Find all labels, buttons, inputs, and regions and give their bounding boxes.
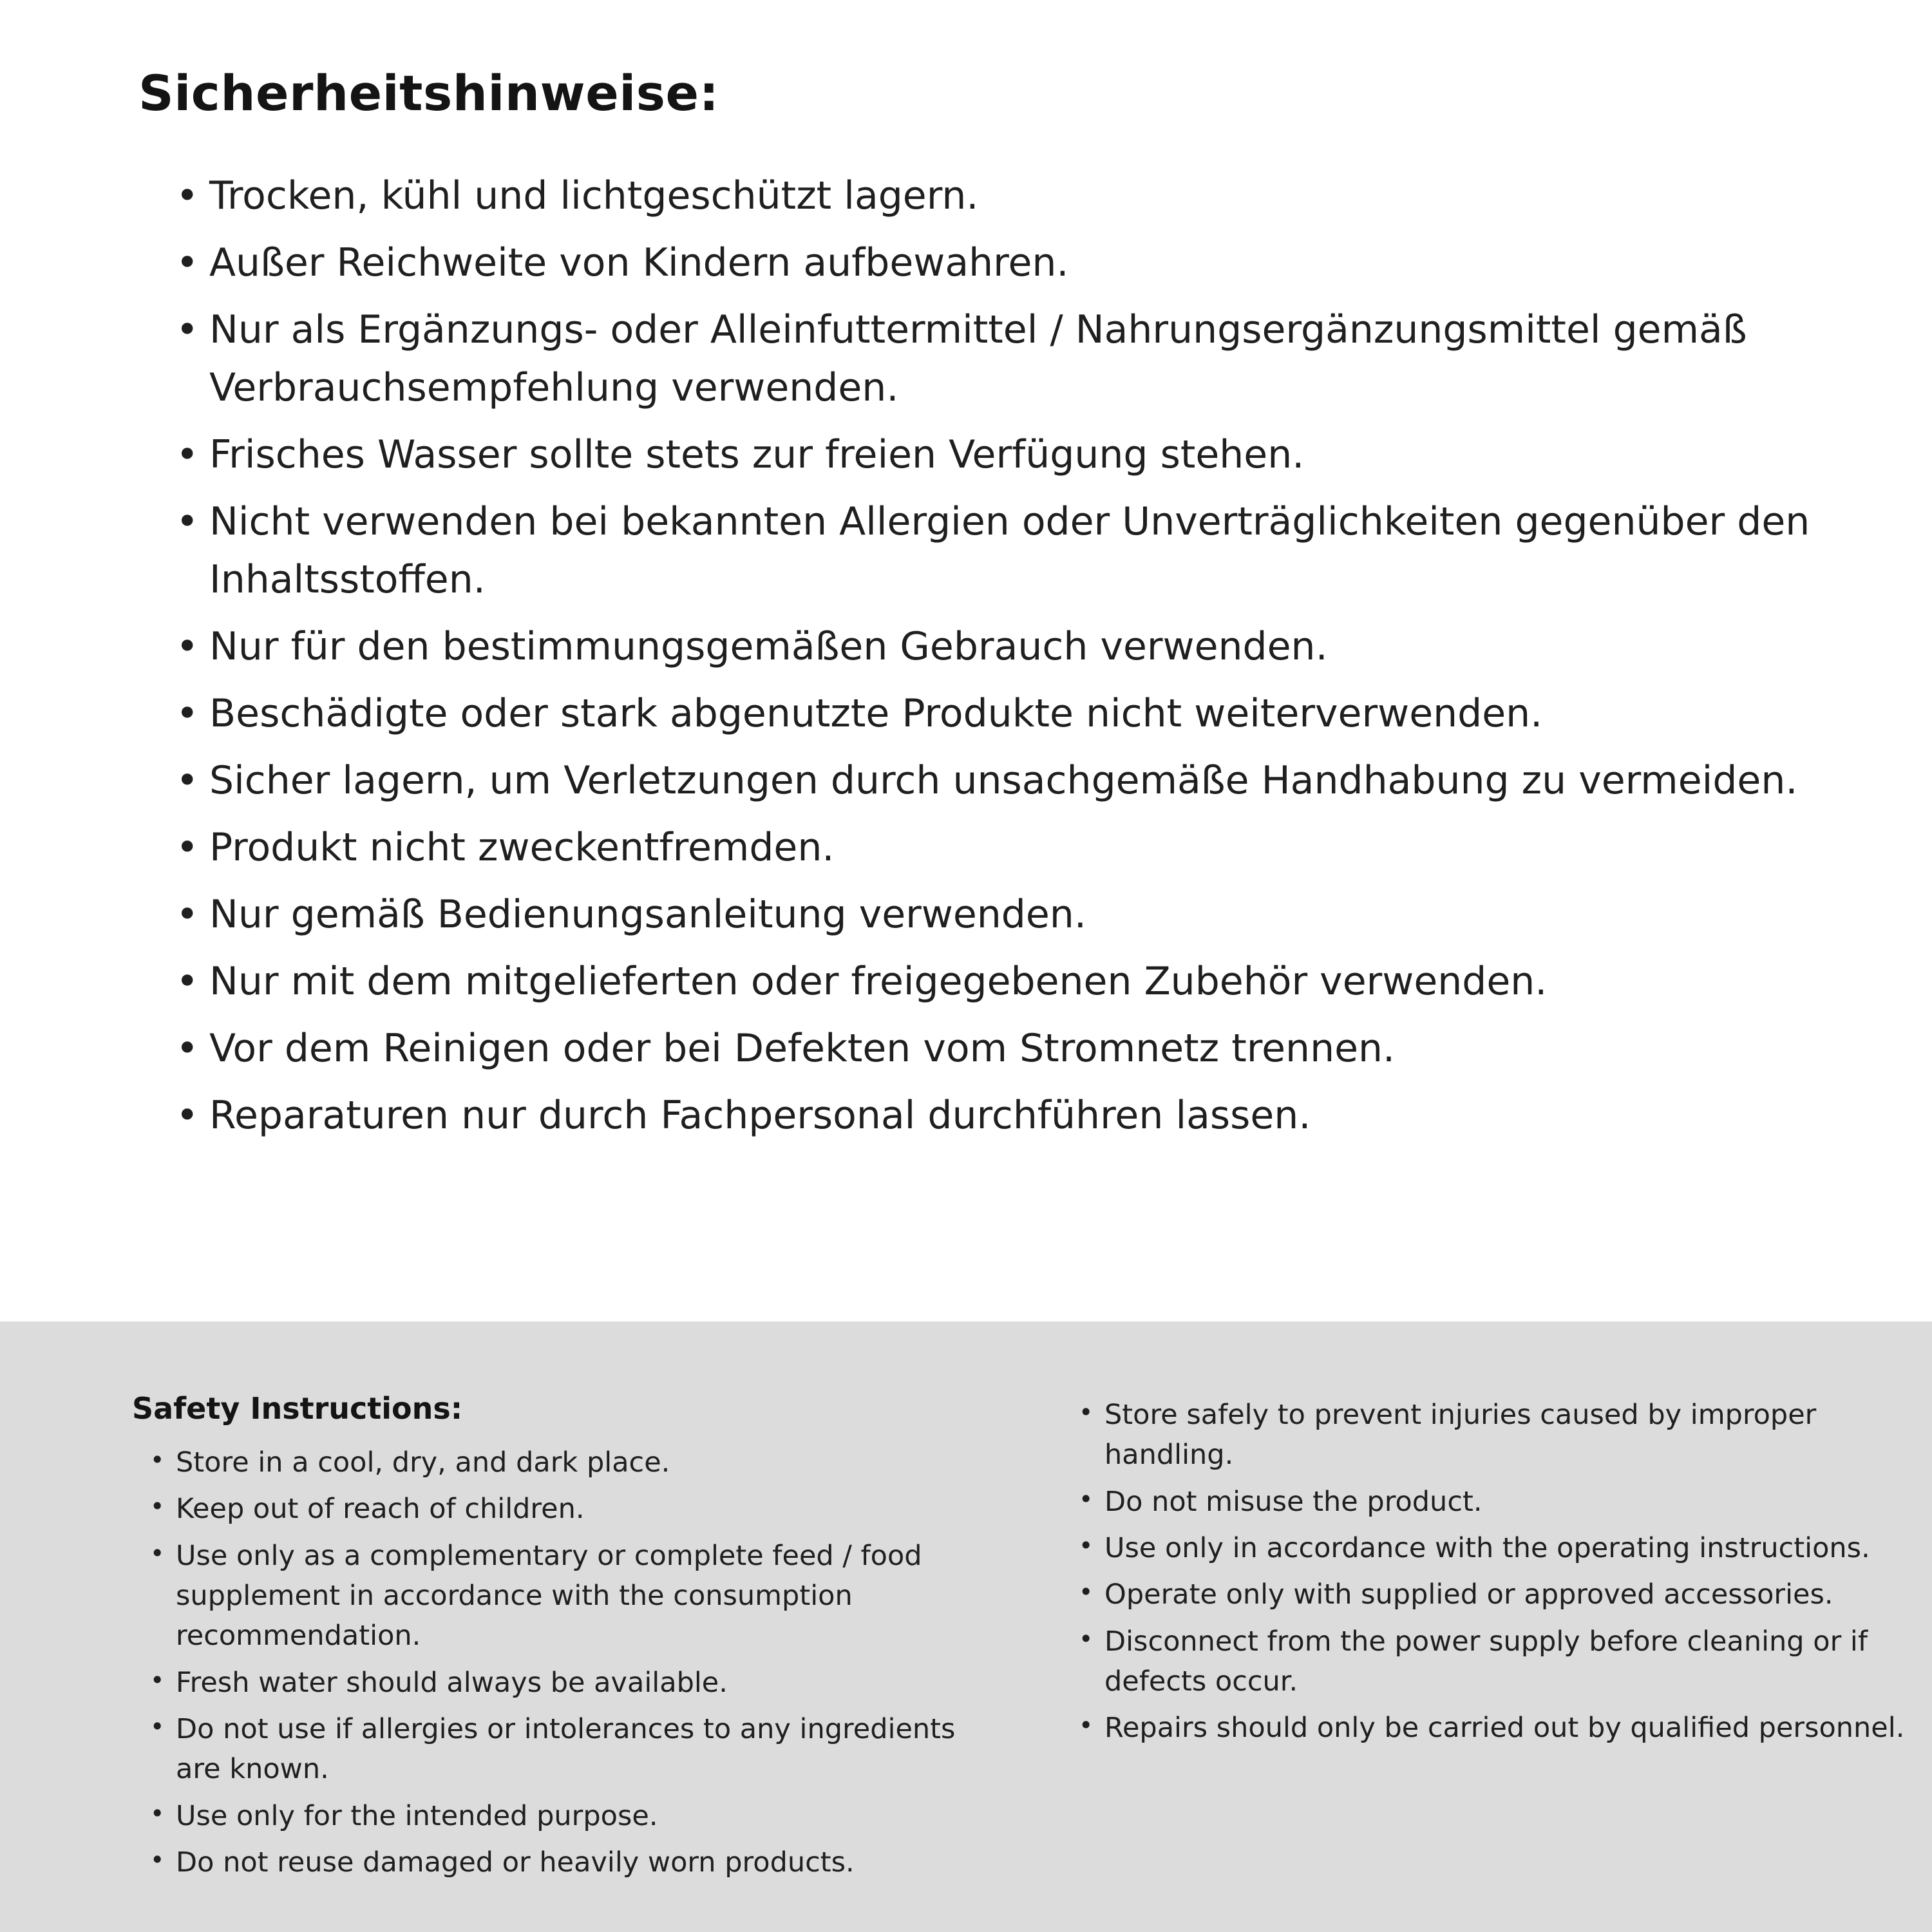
list-item: • Store safely to prevent injuries caused by improper handling. bbox=[1079, 1395, 1916, 1475]
list-item: • Sicher lagern, um Verletzungen durch unsachgemäße Handhabung zu vermeiden. bbox=[176, 752, 1829, 810]
list-item: • Nur mit dem mitgelieferten oder freigegebenen Zubehör verwenden. bbox=[176, 952, 1829, 1010]
list-item: • Reparaturen nur durch Fachpersonal durchführen lassen. bbox=[176, 1086, 1829, 1144]
english-left-column bbox=[132, 1391, 995, 1932]
list-item: • Disconnect from the power supply before cleaning or if defects occur. bbox=[1079, 1622, 1916, 1702]
list-item: • Do not use if allergies or intolerances to any ingredients are known. bbox=[150, 1709, 995, 1790]
list-item: • Do not reuse damaged or heavily worn products. bbox=[150, 1842, 995, 1882]
list-item: • Produkt nicht zweckentfremden. bbox=[176, 819, 1829, 876]
list-item: • Nur als Ergänzungs- oder Alleinfuttermittel / Nahrungsergänzungsmittel gemäß Verbrauchsempfehlung verwenden. bbox=[176, 301, 1829, 417]
list-item: • Beschädigte oder stark abgenutzte Produkte nicht weiterverwenden. bbox=[176, 685, 1829, 743]
english-section-heading: Safety Instructions: bbox=[132, 1391, 463, 1426]
list-item: • Nicht verwenden bei bekannten Allergien oder Unverträglichkeiten gegenüber den Inhaltsstoffen. bbox=[176, 493, 1829, 609]
english-safety-section bbox=[0, 1321, 1932, 1932]
german-section-heading: Sicherheitshinweise: bbox=[138, 64, 719, 122]
list-item: • Use only as a complementary or complete feed / food supplement in accordance with the consumption recommendation. bbox=[150, 1536, 995, 1656]
list-item: • Frisches Wasser sollte stets zur freien Verfügung stehen. bbox=[176, 426, 1829, 484]
list-item: • Repairs should only be carried out by qualified personnel. bbox=[1079, 1708, 1916, 1748]
list-item: • Store in a cool, dry, and dark place. bbox=[150, 1443, 995, 1482]
english-safety-list-left bbox=[132, 1443, 995, 1882]
english-right-column bbox=[1079, 1391, 1916, 1932]
list-item: • Do not misuse the product. bbox=[1079, 1482, 1916, 1522]
list-item: • Keep out of reach of children. bbox=[150, 1489, 995, 1529]
german-safety-list bbox=[138, 167, 1829, 1144]
list-item: • Fresh water should always be available. bbox=[150, 1663, 995, 1703]
list-item: • Use only for the intended purpose. bbox=[150, 1796, 995, 1836]
list-item: • Außer Reichweite von Kindern aufbewahren. bbox=[176, 234, 1829, 292]
list-item: • Vor dem Reinigen oder bei Defekten vom Stromnetz trennen. bbox=[176, 1019, 1829, 1077]
list-item: • Nur gemäß Bedienungsanleitung verwenden. bbox=[176, 886, 1829, 943]
list-item: • Operate only with supplied or approved accessories. bbox=[1079, 1575, 1916, 1615]
list-item: • Nur für den bestimmungsgemäßen Gebrauch verwenden. bbox=[176, 618, 1829, 676]
english-safety-list-right bbox=[1079, 1395, 1916, 1748]
list-item: • Use only in accordance with the operating instructions. bbox=[1079, 1528, 1916, 1568]
list-item: • Trocken, kühl und lichtgeschützt lagern. bbox=[176, 167, 1829, 225]
